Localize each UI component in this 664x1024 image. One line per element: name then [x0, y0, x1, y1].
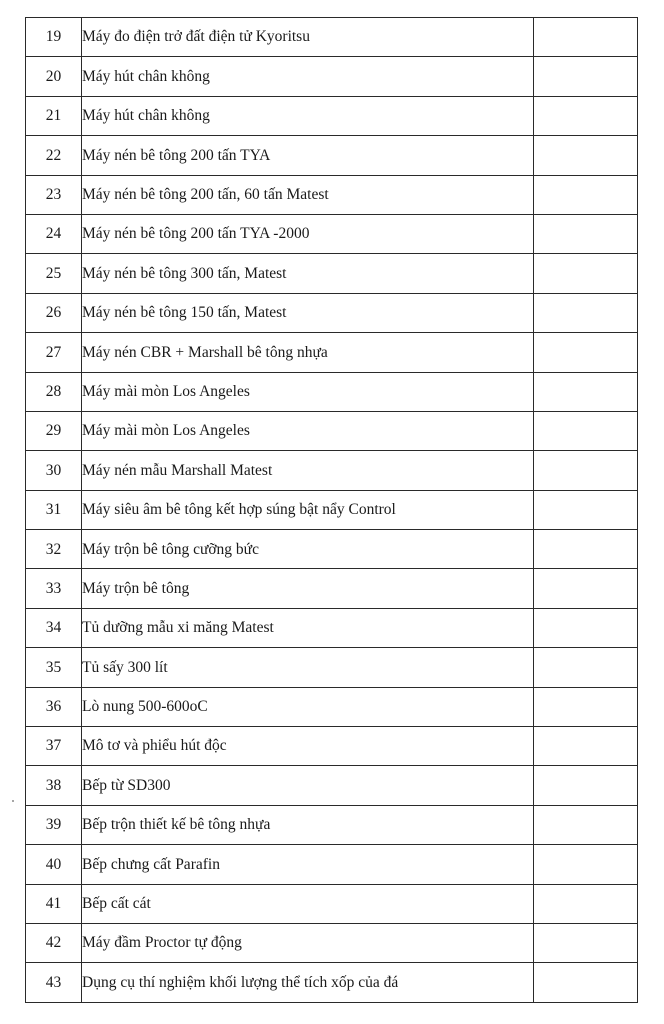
equipment-name-cell: Máy nén CBR + Marshall bê tông nhựa	[82, 333, 534, 372]
row-number-cell: 21	[26, 96, 82, 135]
equipment-name-cell: Máy nén bê tông 200 tấn, 60 tấn Matest	[82, 175, 534, 214]
empty-extra-cell	[534, 963, 638, 1002]
row-number-cell: 40	[26, 845, 82, 884]
table-row	[26, 963, 638, 1002]
empty-extra-cell	[534, 18, 638, 57]
equipment-name-cell: Bếp trộn thiết kế bê tông nhựa	[82, 805, 534, 844]
empty-extra-cell	[534, 648, 638, 687]
equipment-name-cell: Bếp từ SD300	[82, 766, 534, 805]
empty-extra-cell	[534, 530, 638, 569]
equipment-name-cell: Mô tơ và phiểu hút độc	[82, 727, 534, 766]
equipment-table	[25, 17, 638, 1003]
table-row	[26, 411, 638, 450]
row-number-cell: 24	[26, 214, 82, 253]
row-number-cell: 39	[26, 805, 82, 844]
empty-extra-cell	[534, 293, 638, 332]
table-row	[26, 687, 638, 726]
row-number-cell: 23	[26, 175, 82, 214]
empty-extra-cell	[534, 57, 638, 96]
empty-extra-cell	[534, 214, 638, 253]
table-row	[26, 372, 638, 411]
equipment-name-cell: Máy nén bê tông 200 tấn TYA	[82, 136, 534, 175]
row-number-cell: 26	[26, 293, 82, 332]
equipment-name-cell: Máy nén bê tông 200 tấn TYA -2000	[82, 214, 534, 253]
row-number-cell: 34	[26, 608, 82, 647]
equipment-name-cell: Máy siêu âm bê tông kết hợp súng bật nẩy Control	[82, 490, 534, 529]
table-row	[26, 569, 638, 608]
row-number-cell: 43	[26, 963, 82, 1002]
table-row	[26, 18, 638, 57]
table-row	[26, 254, 638, 293]
table-row	[26, 136, 638, 175]
equipment-name-cell: Tủ sấy 300 lít	[82, 648, 534, 687]
table-row	[26, 175, 638, 214]
row-number-cell: 32	[26, 530, 82, 569]
row-number-cell: 33	[26, 569, 82, 608]
empty-extra-cell	[534, 451, 638, 490]
row-number-cell: 38	[26, 766, 82, 805]
row-number-cell: 31	[26, 490, 82, 529]
table-row	[26, 293, 638, 332]
empty-extra-cell	[534, 569, 638, 608]
table-row	[26, 57, 638, 96]
table-row	[26, 766, 638, 805]
row-number-cell: 20	[26, 57, 82, 96]
equipment-name-cell: Máy đo điện trở đất điện tử Kyoritsu	[82, 18, 534, 57]
equipment-name-cell: Bếp chưng cất Parafin	[82, 845, 534, 884]
table-row	[26, 214, 638, 253]
empty-extra-cell	[534, 372, 638, 411]
row-number-cell: 42	[26, 923, 82, 962]
row-number-cell: 41	[26, 884, 82, 923]
empty-extra-cell	[534, 884, 638, 923]
empty-extra-cell	[534, 136, 638, 175]
empty-extra-cell	[534, 923, 638, 962]
empty-extra-cell	[534, 96, 638, 135]
row-number-cell: 22	[26, 136, 82, 175]
row-number-cell: 30	[26, 451, 82, 490]
table-row	[26, 608, 638, 647]
equipment-name-cell: Máy hút chân không	[82, 57, 534, 96]
equipment-name-cell: Máy đầm Proctor tự động	[82, 923, 534, 962]
equipment-name-cell: Lò nung 500-600oC	[82, 687, 534, 726]
table-row	[26, 530, 638, 569]
table-row	[26, 923, 638, 962]
table-row	[26, 845, 638, 884]
equipment-name-cell: Máy nén bê tông 150 tấn, Matest	[82, 293, 534, 332]
table-row	[26, 490, 638, 529]
table-row	[26, 451, 638, 490]
equipment-name-cell: Máy trộn bê tông	[82, 569, 534, 608]
table-row	[26, 333, 638, 372]
equipment-name-cell: Máy nén bê tông 300 tấn, Matest	[82, 254, 534, 293]
table-row	[26, 727, 638, 766]
row-number-cell: 37	[26, 727, 82, 766]
table-row	[26, 648, 638, 687]
row-number-cell: 25	[26, 254, 82, 293]
scan-speck	[12, 800, 14, 802]
equipment-name-cell: Máy nén mẫu Marshall Matest	[82, 451, 534, 490]
equipment-name-cell: Máy mài mòn Los Angeles	[82, 372, 534, 411]
empty-extra-cell	[534, 490, 638, 529]
row-number-cell: 27	[26, 333, 82, 372]
equipment-name-cell: Bếp cất cát	[82, 884, 534, 923]
equipment-name-cell: Máy hút chân không	[82, 96, 534, 135]
equipment-name-cell: Máy mài mòn Los Angeles	[82, 411, 534, 450]
row-number-cell: 35	[26, 648, 82, 687]
equipment-name-cell: Máy trộn bê tông cưỡng bức	[82, 530, 534, 569]
row-number-cell: 29	[26, 411, 82, 450]
table-row	[26, 96, 638, 135]
empty-extra-cell	[534, 687, 638, 726]
empty-extra-cell	[534, 845, 638, 884]
empty-extra-cell	[534, 411, 638, 450]
empty-extra-cell	[534, 727, 638, 766]
row-number-cell: 19	[26, 18, 82, 57]
empty-extra-cell	[534, 254, 638, 293]
row-number-cell: 36	[26, 687, 82, 726]
table-row	[26, 884, 638, 923]
empty-extra-cell	[534, 766, 638, 805]
empty-extra-cell	[534, 608, 638, 647]
equipment-name-cell: Dụng cụ thí nghiệm khối lượng thể tích xốp của đá	[82, 963, 534, 1002]
equipment-name-cell: Tủ dưỡng mẫu xi măng Matest	[82, 608, 534, 647]
row-number-cell: 28	[26, 372, 82, 411]
table-row	[26, 805, 638, 844]
empty-extra-cell	[534, 805, 638, 844]
empty-extra-cell	[534, 333, 638, 372]
empty-extra-cell	[534, 175, 638, 214]
equipment-table-body	[26, 18, 638, 1003]
